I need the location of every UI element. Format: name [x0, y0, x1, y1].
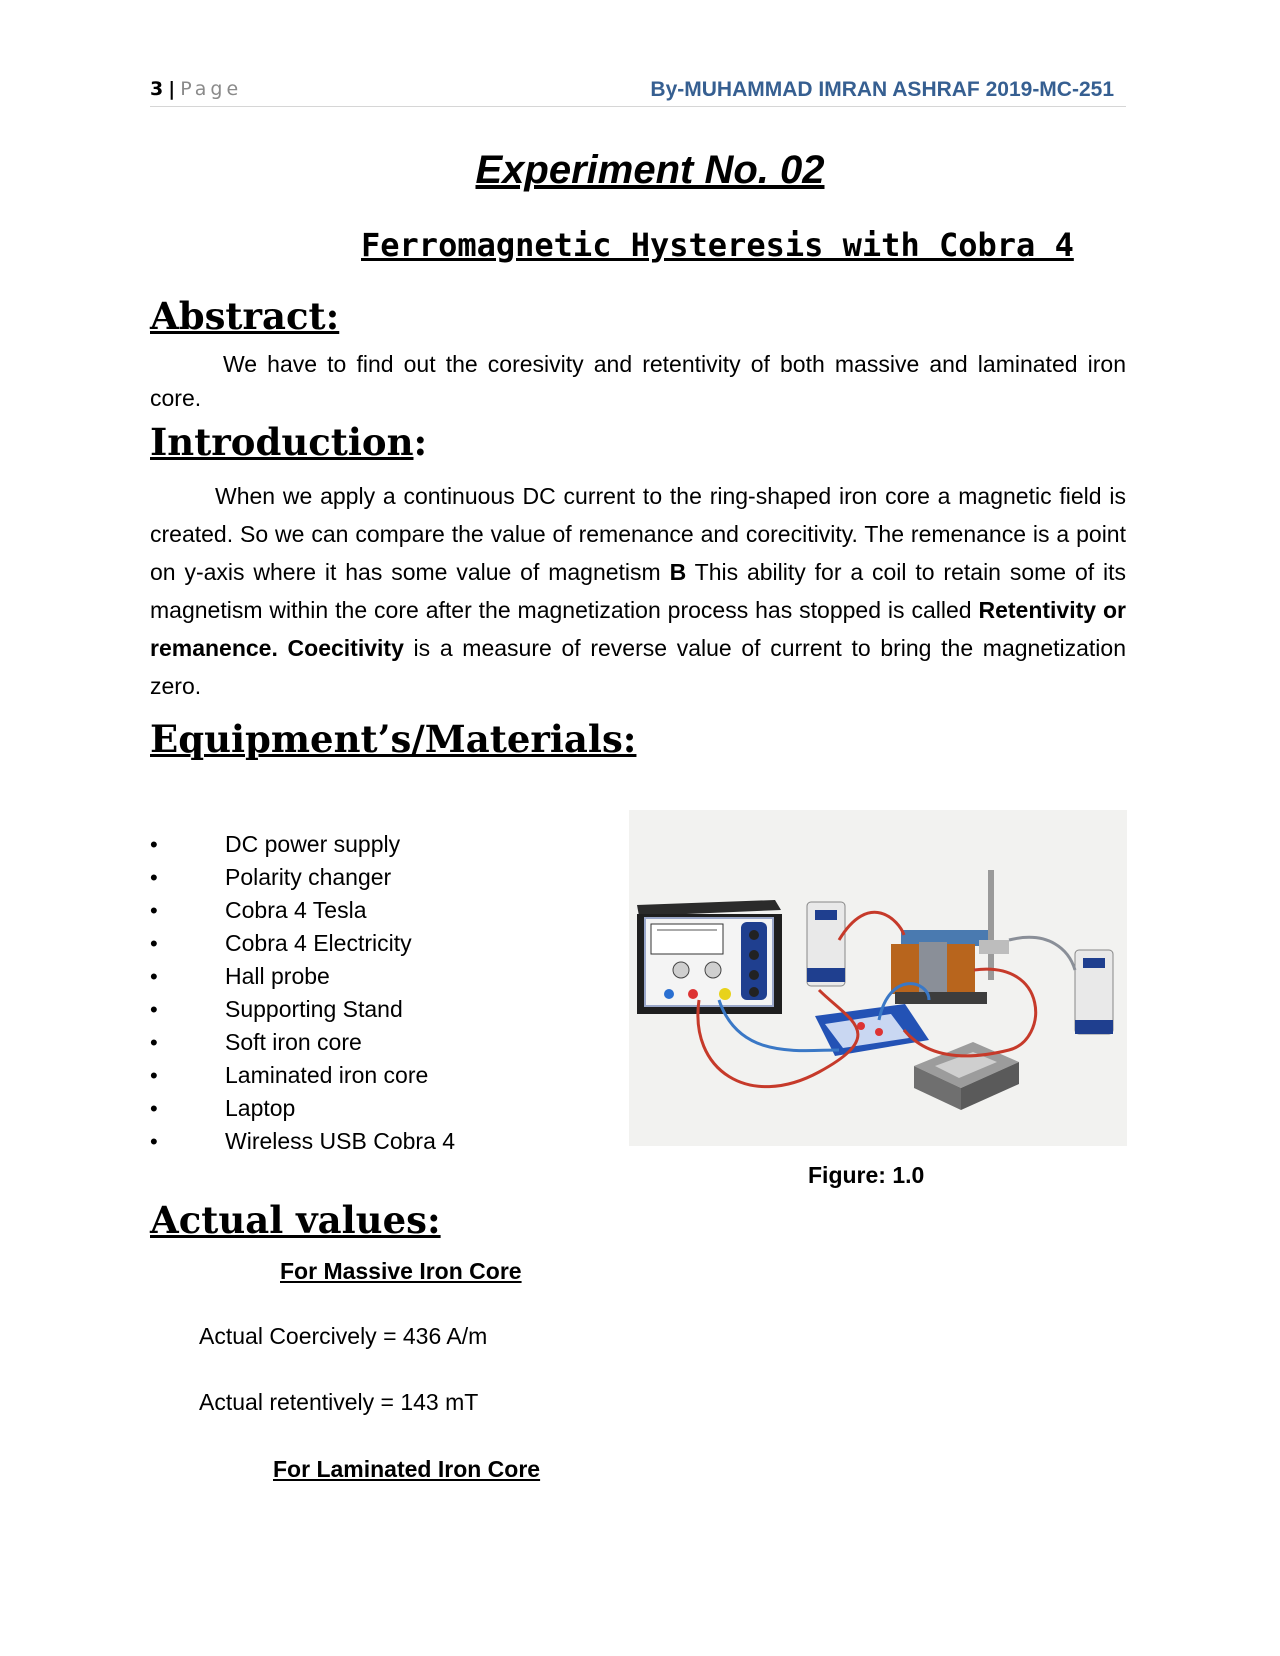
list-item: • Soft iron core: [150, 1026, 455, 1059]
bullet-icon: •: [150, 1063, 158, 1088]
massive-core-heading: For Massive Iron Core: [280, 1258, 522, 1284]
list-item: • Cobra 4 Electricity: [150, 927, 455, 960]
list-item: • Wireless USB Cobra 4: [150, 1125, 455, 1158]
abstract-text: We have to find out the coresivity and retentivity of both massive and laminated iron core.: [150, 351, 1126, 411]
bullet-icon: •: [150, 931, 158, 956]
bullet-icon: •: [150, 832, 158, 857]
introduction-text: When we apply a continuous DC current to the ring-shaped iron core a magnetic field is created. So we can compare the value of remenance and corecitivity. The remenance is a point on y-axis where it has some value of magnetism B This ability for a coil to retain some of its magnetism within the core after the magnetization process has stopped is called Retentivity or remanence. Coecitivity is a measure of reverse value of current to bring the magnetization zero.: [150, 483, 1126, 699]
author-line: By-MUHAMMAD IMRAN ASHRAF 2019-MC-251: [650, 78, 1114, 101]
list-item: • Hall probe: [150, 960, 455, 993]
bullet-icon: •: [150, 1129, 158, 1154]
page-number: 3 | Page: [150, 78, 243, 100]
list-item: • Polarity changer: [150, 861, 455, 894]
abstract-heading: Abstract:: [150, 294, 340, 338]
list-item: • DC power supply: [150, 828, 455, 861]
coercivity-value: Actual Coercively = 436 A/m: [199, 1323, 488, 1349]
retentivity-value: Actual retentively = 143 mT: [199, 1389, 479, 1415]
laminated-core-heading: For Laminated Iron Core: [273, 1456, 541, 1482]
bullet-icon: •: [150, 997, 158, 1022]
introduction-heading: Introduction:: [150, 420, 428, 464]
bullet-icon: •: [150, 898, 158, 923]
bullet-icon: •: [150, 964, 158, 989]
bullet-icon: •: [150, 1096, 158, 1121]
figure-caption: Figure: 1.0: [808, 1162, 925, 1188]
apparatus-illustration: [629, 810, 1127, 1146]
power-supply-icon: [637, 900, 782, 1014]
equipment-heading: Equipment’s/Materials:: [150, 717, 637, 761]
equipment-list: [150, 828, 455, 1158]
experiment-subtitle: Ferromagnetic Hysteresis with Cobra 4: [361, 226, 1074, 264]
bullet-icon: •: [150, 865, 158, 890]
actual-values-heading: Actual values:: [150, 1198, 441, 1242]
list-item: • Cobra 4 Tesla: [150, 894, 455, 927]
list-item: • Laptop: [150, 1092, 455, 1125]
list-item: • Laminated iron core: [150, 1059, 455, 1092]
list-item: • Supporting Stand: [150, 993, 455, 1026]
bullet-icon: •: [150, 1030, 158, 1055]
page-header: [150, 78, 1126, 107]
apparatus-figure: [629, 810, 1127, 1146]
experiment-title: Experiment No. 02: [475, 148, 825, 192]
